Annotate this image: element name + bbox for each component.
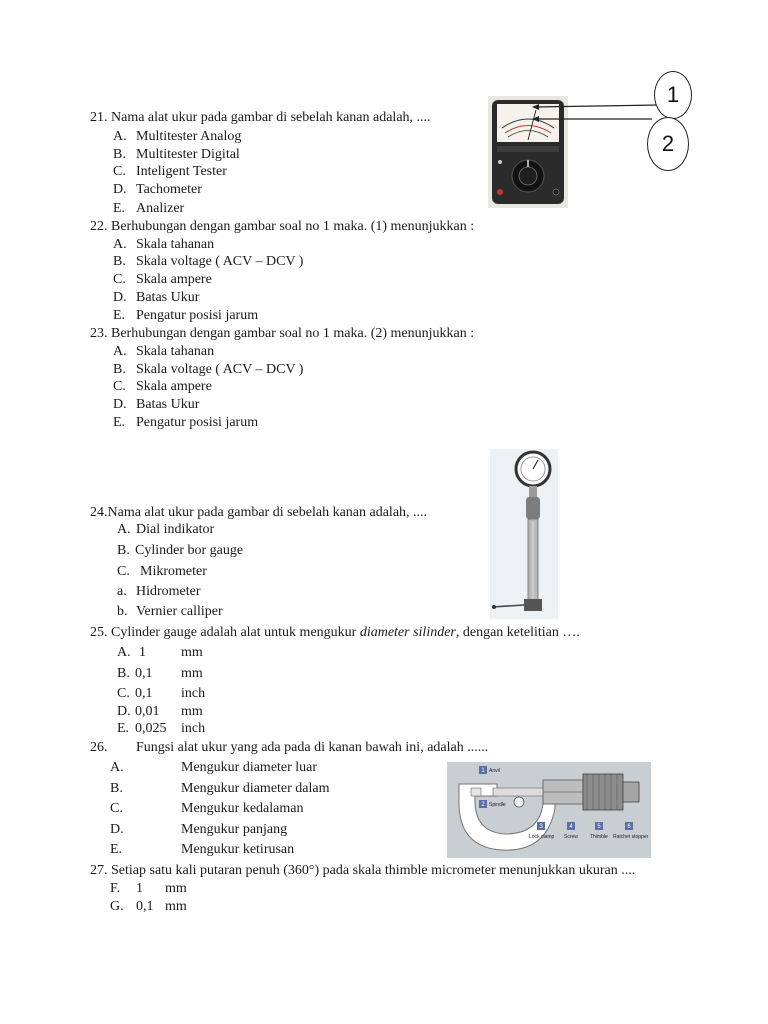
q24-option-c: Mikrometer [140,564,207,579]
q26-option-d: Mengukur panjang [181,822,288,837]
q25-option-b-unit: mm [181,666,203,681]
q27-option-f-value: 1 [136,881,143,896]
q25-option-a-unit: mm [181,645,203,660]
q23-option-a: Skala tahanan [136,344,215,359]
micrometer-tag-4: 4 [569,824,573,830]
q23-option-a-letter: A. [113,344,127,359]
q23-option-c: Skala ampere [136,379,212,394]
q24-option-b: Cylinder bor gauge [135,543,244,558]
q21-option-d-letter: D. [113,182,127,197]
label-screw: Screw [564,834,578,840]
q25-option-c-letter: C. [117,686,130,701]
q25-option-d-value: 0,01 [135,704,160,719]
callout-arrows [530,95,665,135]
q22-option-e: Pengatur posisi jarum [136,308,259,323]
q23-option-d: Batas Ukur [136,397,200,412]
q25-option-e-value: 0,025 [135,721,167,736]
q24-option-c-letter: C. [117,564,130,579]
q22-option-d: Batas Ukur [136,290,200,305]
q25-option-b-letter: B. [117,666,130,681]
q26-option-d-letter: D. [110,822,124,837]
question-24: 24.Nama alat ukur pada gambar di sebelah kanan adalah, .... [90,505,428,520]
q21-option-d: Tachometer [136,182,202,197]
q22-option-e-letter: E. [113,308,126,323]
label-lock-clamp: Lock clamp [529,834,555,840]
micrometer-tag-1: 1 [481,768,485,774]
q24-option-e: Vernier calliper [136,604,223,619]
q21-option-e: Analizer [136,201,185,216]
question-21: 21. Nama alat ukur pada gambar di sebelah kanan adalah, .... [90,110,431,125]
q21-option-b-letter: B. [113,147,126,162]
q22-option-b-letter: B. [113,254,126,269]
q24-option-a-letter: A. [117,522,131,537]
label-anvil: Anvil [489,768,500,774]
callout-2: 2 [647,117,689,171]
q26-option-a-letter: A. [110,760,124,775]
question-25-text-end: , dengan ketelitian …. [455,625,580,640]
question-26: Fungsi alat ukur yang ada pada di kanan bawah ini, adalah ...... [136,740,489,755]
q23-option-b-letter: B. [113,362,126,377]
q26-option-e-letter: E. [110,842,123,857]
question-22: 22. Berhubungan dengan gambar soal no 1 maka. (1) menunjukkan : [90,219,475,234]
q22-option-a-letter: A. [113,237,127,252]
q21-option-b: Multitester Digital [136,147,240,162]
q24-option-e-letter: b. [117,604,128,619]
question-25-text-start: 25. Cylinder gauge adalah alat untuk mengukur [90,625,360,640]
q21-option-c-letter: C. [113,164,126,179]
q26-option-b: Mengukur diameter dalam [181,781,330,796]
micrometer-tag-3: 3 [539,824,543,830]
q22-option-c-letter: C. [113,272,126,287]
q27-option-g-unit: mm [165,899,187,914]
question-27: 27. Setiap satu kali putaran penuh (360°) pada skala thimble micrometer menunjukkan ukuran .... [90,863,636,878]
question-26-number: 26. [90,740,108,755]
q21-option-e-letter: E. [113,201,126,216]
micrometer-tag-6: 6 [627,824,631,830]
q26-option-c-letter: C. [110,801,123,816]
q23-option-d-letter: D. [113,397,127,412]
q23-option-b: Skala voltage ( ACV – DCV ) [136,362,304,377]
q21-option-c: Inteligent Tester [136,164,227,179]
q25-option-e-letter: E. [117,721,130,736]
q22-option-c: Skala ampere [136,272,212,287]
q25-option-d-letter: D. [117,704,131,719]
q25-option-e-unit: inch [181,721,206,736]
q24-option-d: Hidrometer [136,584,201,599]
q22-option-a: Skala tahanan [136,237,215,252]
q23-option-e-letter: E. [113,415,126,430]
q25-option-c-value: 0,1 [135,686,153,701]
question-23: 23. Berhubungan dengan gambar soal no 1 maka. (2) menunjukkan : [90,326,475,341]
q26-option-b-letter: B. [110,781,123,796]
q27-option-g-letter: G. [110,899,124,914]
micrometer-image [447,762,651,858]
q21-option-a: Multitester Analog [136,129,242,144]
q25-option-b-value: 0,1 [135,666,153,681]
q22-option-d-letter: D. [113,290,127,305]
q24-option-d-letter: a. [117,584,127,599]
micrometer-tag-5: 5 [597,824,601,830]
cylinder-bore-gauge-image [490,449,558,619]
q24-option-a: Dial indikator [136,522,215,537]
q25-option-a-value: 1 [139,645,146,660]
q22-option-b: Skala voltage ( ACV – DCV ) [136,254,304,269]
q26-option-c: Mengukur kedalaman [181,801,304,816]
q27-option-g-value: 0,1 [136,899,154,914]
label-thimble: Thimble [590,834,608,840]
q25-option-d-unit: mm [181,704,203,719]
q24-option-b-letter: B. [117,543,130,558]
q25-option-c-unit: inch [181,686,206,701]
q25-option-a-letter: A. [117,645,131,660]
label-ratchet-stopper: Ratchet stopper [613,834,649,840]
q21-option-a-letter: A. [113,129,127,144]
q27-option-f-letter: F. [110,881,121,896]
question-25-italic: diameter silinder [359,625,456,640]
q27-option-f-unit: mm [165,881,187,896]
micrometer-tag-2: 2 [481,802,485,808]
q23-option-c-letter: C. [113,379,126,394]
q26-option-a: Mengukur diameter luar [181,760,318,775]
q23-option-e: Pengatur posisi jarum [136,415,259,430]
q26-option-e: Mengukur ketirusan [181,842,295,857]
callout-1: 1 [654,71,692,119]
label-spindle: Spindle [489,802,506,808]
question-25 [90,624,580,641]
